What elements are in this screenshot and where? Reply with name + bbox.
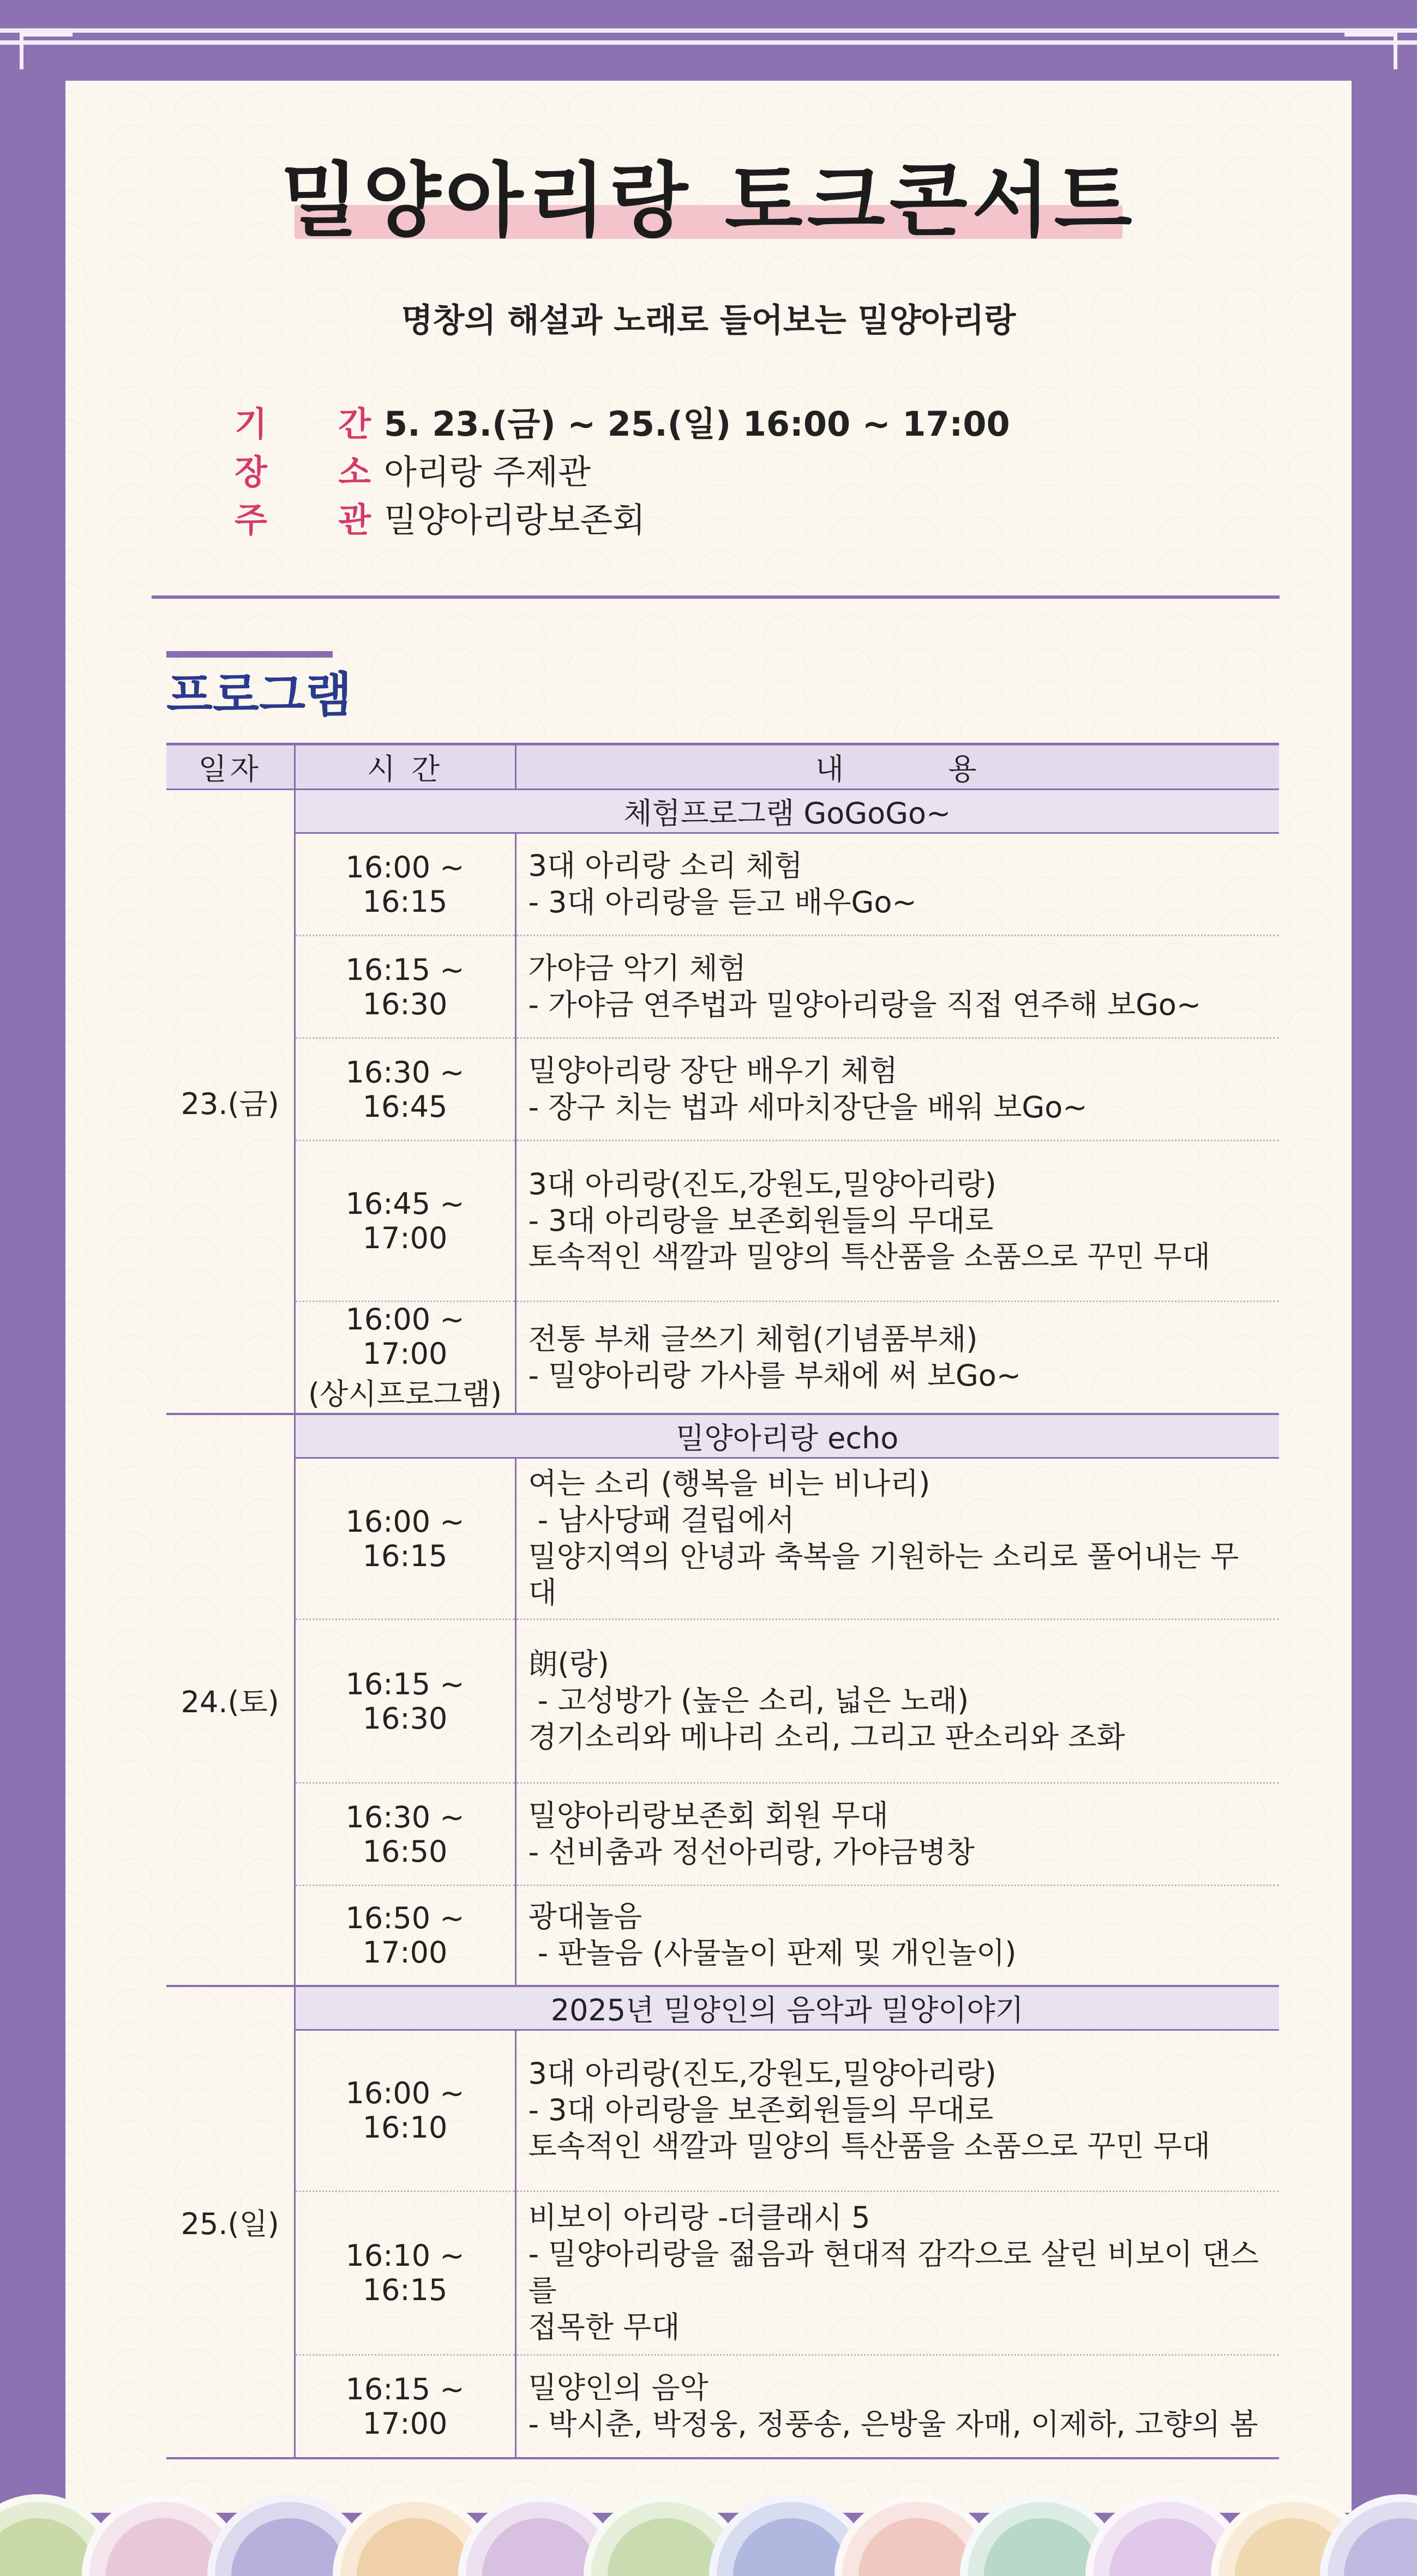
group-row xyxy=(166,1986,1279,2030)
info-label: 주 관 xyxy=(235,500,371,540)
time-cell: 16:15 ~ 16:30 xyxy=(295,1620,515,1783)
frame-corner xyxy=(1344,33,1397,69)
info-place xyxy=(235,445,591,493)
table-row xyxy=(166,936,1279,1038)
group-row xyxy=(166,1414,1279,1458)
time-cell: 16:00 ~ 16:15 xyxy=(295,833,515,936)
header-time: 시 간 xyxy=(295,744,515,790)
info-label: 기 간 xyxy=(235,404,371,444)
time-cell: 16:15 ~ 17:00 xyxy=(295,2355,515,2458)
time-cell: 16:15 ~ 16:30 xyxy=(295,936,515,1038)
content-cell: 여는 소리 (행복을 비는 비나리) - 남사당패 걸립에서 밀양지역의 안녕과 축복을 기원하는 소리로 풀어내는 무대 xyxy=(515,1458,1279,1620)
table-row xyxy=(166,1783,1279,1886)
table-row xyxy=(166,2355,1279,2458)
divider xyxy=(152,595,1280,599)
table-row xyxy=(166,2030,1279,2191)
day-cell: 24.(토) xyxy=(166,1414,295,1986)
frame-line xyxy=(0,28,1417,33)
content-cell: 광대놀음 - 판놀음 (사물놀이 판제 및 개인놀이) xyxy=(515,1886,1279,1986)
info-value: 아리랑 주제관 xyxy=(384,452,591,492)
time-cell: 16:45 ~ 17:00 xyxy=(295,1141,515,1302)
time-cell: 16:50 ~ 17:00 xyxy=(295,1886,515,1986)
group-title: 밀양아리랑 echo xyxy=(295,1414,1279,1458)
table-row xyxy=(166,1886,1279,1986)
time-cell: 16:00 ~ 16:15 xyxy=(295,1458,515,1620)
info-value: 5. 23.(금) ~ 25.(일) 16:00 ~ 17:00 xyxy=(384,404,1010,444)
page-title: 밀양아리랑 토크콘서트 xyxy=(280,154,1137,248)
time-cell: 16:00 ~ 16:10 xyxy=(295,2030,515,2191)
table-row xyxy=(166,1038,1279,1141)
content-cell: 밀양인의 음악 - 박시춘, 박정웅, 정풍송, 은방울 자매, 이제하, 고향의 봄 xyxy=(515,2355,1279,2458)
day-cell: 23.(금) xyxy=(166,790,295,1415)
header-content: 내 용 xyxy=(515,744,1279,790)
group-title: 2025년 밀양인의 음악과 밀양이야기 xyxy=(295,1986,1279,2030)
info-value: 밀양아리랑보존회 xyxy=(384,500,646,540)
frame-line xyxy=(0,40,1417,45)
schedule-table xyxy=(166,743,1279,2459)
content-cell: 비보이 아리랑 -더클래시 5 - 밀양아리랑을 젊음과 현대적 감각으로 살린 비보이 댄스를 접목한 무대 xyxy=(515,2191,1279,2355)
content-cell: 밀양아리랑 장단 배우기 체험 - 장구 치는 법과 세마치장단을 배워 보Go~ xyxy=(515,1038,1279,1141)
table-row xyxy=(166,1302,1279,1415)
page-subtitle: 명창의 해설과 노래로 들어보는 밀양아리랑 xyxy=(401,302,1016,340)
table-header xyxy=(166,744,1279,790)
group-row xyxy=(166,790,1279,833)
info-period xyxy=(235,397,1010,446)
content-cell: 3대 아리랑(진도,강원도,밀양아리랑) - 3대 아리랑을 보존회원들의 무대로 토속적인 색깔과 밀양의 특산품을 소품으로 꾸민 무대 xyxy=(515,2030,1279,2191)
table-row xyxy=(166,1141,1279,1302)
table-row xyxy=(166,1458,1279,1620)
group-title: 체험프로그램 GoGoGo~ xyxy=(295,790,1279,833)
content-cell: 朗(랑) - 고성방가 (높은 소리, 넓은 노래) 경기소리와 메나리 소리, 그리고 판소리와 조화 xyxy=(515,1620,1279,1783)
time-cell: 16:10 ~ 16:15 xyxy=(295,2191,515,2355)
content-cell: 밀양아리랑보존회 회원 무대 - 선비춤과 정선아리랑, 가야금병창 xyxy=(515,1783,1279,1886)
program-heading: 프로그램 xyxy=(166,667,352,723)
table-row xyxy=(166,2191,1279,2355)
info-label: 장 소 xyxy=(235,452,371,492)
info-host xyxy=(235,493,645,541)
time-cell: 16:00 ~ 17:00 (상시프로그램) xyxy=(295,1302,515,1415)
wave-pattern xyxy=(0,2483,1417,2576)
table-row xyxy=(166,833,1279,936)
content-cell: 3대 아리랑 소리 체험 - 3대 아리랑을 듣고 배우Go~ xyxy=(515,833,1279,936)
content-cell: 3대 아리랑(진도,강원도,밀양아리랑) - 3대 아리랑을 보존회원들의 무대로 토속적인 색깔과 밀양의 특산품을 소품으로 꾸민 무대 xyxy=(515,1141,1279,1302)
content-cell: 가야금 악기 체험 - 가야금 연주법과 밀양아리랑을 직접 연주해 보Go~ xyxy=(515,936,1279,1038)
content-cell: 전통 부채 글쓰기 체험(기념품부채) - 밀양아리랑 가사를 부채에 써 보Go~ xyxy=(515,1302,1279,1415)
header-date: 일자 xyxy=(166,744,295,790)
time-cell: 16:30 ~ 16:45 xyxy=(295,1038,515,1141)
frame-corner xyxy=(20,33,73,69)
time-cell: 16:30 ~ 16:50 xyxy=(295,1783,515,1886)
table-row xyxy=(166,1620,1279,1783)
day-cell: 25.(일) xyxy=(166,1986,295,2459)
